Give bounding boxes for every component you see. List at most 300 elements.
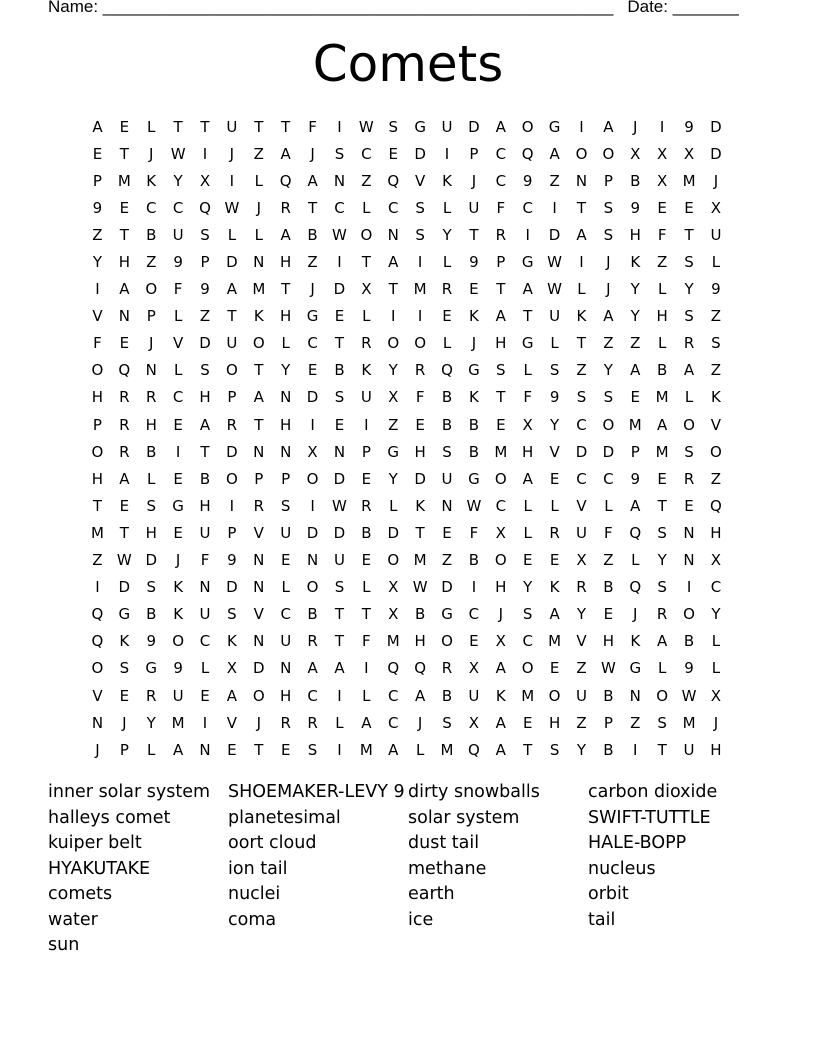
grid-letter[interactable]: I bbox=[417, 307, 423, 326]
grid-letter[interactable]: E bbox=[173, 523, 183, 542]
grid-letter[interactable]: C bbox=[172, 198, 184, 217]
grid-letter[interactable]: L bbox=[604, 496, 613, 515]
grid-letter[interactable]: G bbox=[306, 307, 319, 326]
grid-letter[interactable]: A bbox=[415, 686, 426, 705]
grid-letter[interactable]: T bbox=[496, 280, 506, 299]
grid-letter[interactable]: Y bbox=[657, 551, 667, 570]
grid-letter[interactable]: E bbox=[334, 415, 345, 434]
grid-letter[interactable]: X bbox=[710, 198, 722, 217]
grid-letter[interactable]: N bbox=[333, 442, 346, 461]
grid-letter[interactable]: Y bbox=[603, 361, 613, 380]
grid-letter[interactable]: 9 bbox=[630, 469, 641, 488]
grid-letter[interactable]: B bbox=[146, 442, 157, 461]
grid-letter[interactable]: O bbox=[387, 551, 400, 570]
grid-letter[interactable]: C bbox=[495, 171, 507, 190]
grid-letter[interactable]: R bbox=[280, 713, 291, 732]
grid-letter[interactable]: O bbox=[521, 659, 534, 678]
grid-letter[interactable]: D bbox=[441, 578, 453, 597]
grid-letter[interactable]: J bbox=[310, 144, 315, 163]
grid-letter[interactable]: H bbox=[629, 225, 641, 244]
grid-letter[interactable]: F bbox=[657, 225, 667, 244]
grid-letter[interactable]: E bbox=[496, 415, 506, 434]
grid-letter[interactable]: N bbox=[280, 388, 292, 407]
grid-letter[interactable]: X bbox=[199, 171, 211, 190]
grid-letter[interactable]: T bbox=[334, 632, 345, 651]
grid-letter[interactable]: L bbox=[657, 659, 667, 678]
grid-letter[interactable]: U bbox=[549, 307, 561, 326]
grid-letter[interactable]: B bbox=[361, 523, 372, 542]
grid-letter[interactable]: Z bbox=[630, 713, 641, 732]
grid-letter[interactable]: A bbox=[334, 659, 345, 678]
grid-letter[interactable]: M bbox=[413, 280, 427, 299]
grid-letter[interactable]: E bbox=[334, 307, 345, 326]
grid-letter[interactable]: H bbox=[656, 307, 668, 326]
grid-letter[interactable]: J bbox=[229, 144, 235, 163]
grid-letter[interactable]: N bbox=[333, 171, 346, 190]
grid-letter[interactable]: D bbox=[226, 253, 238, 272]
grid-letter[interactable]: O bbox=[441, 632, 453, 651]
grid-letter[interactable]: L bbox=[657, 280, 667, 299]
grid-letter[interactable]: E bbox=[522, 551, 533, 570]
grid-letter[interactable]: S bbox=[388, 117, 398, 136]
grid-letter[interactable]: A bbox=[253, 388, 264, 407]
grid-letter[interactable]: O bbox=[602, 415, 615, 434]
grid-letter[interactable]: K bbox=[468, 307, 479, 326]
grid-letter[interactable]: H bbox=[414, 632, 426, 651]
grid-letter[interactable]: N bbox=[253, 551, 265, 570]
grid-letter[interactable]: F bbox=[200, 551, 210, 570]
grid-letter[interactable]: 9 bbox=[630, 198, 641, 217]
grid-letter[interactable]: L bbox=[684, 388, 694, 407]
grid-letter[interactable]: T bbox=[361, 605, 371, 624]
grid-letter[interactable]: X bbox=[657, 144, 668, 163]
grid-letter[interactable]: H bbox=[280, 253, 292, 272]
grid-letter[interactable]: U bbox=[441, 469, 453, 488]
grid-letter[interactable]: M bbox=[171, 713, 185, 732]
grid-letter[interactable]: T bbox=[576, 198, 587, 217]
grid-letter[interactable]: A bbox=[172, 740, 184, 759]
grid-letter[interactable]: Z bbox=[361, 171, 372, 190]
grid-letter[interactable]: K bbox=[361, 361, 372, 380]
grid-letter[interactable]: J bbox=[256, 198, 261, 217]
grid-letter[interactable]: T bbox=[684, 225, 694, 244]
grid-letter[interactable]: V bbox=[172, 334, 184, 353]
grid-letter[interactable]: G bbox=[387, 442, 400, 461]
grid-letter[interactable]: H bbox=[522, 442, 534, 461]
grid-letter[interactable]: L bbox=[254, 225, 263, 244]
grid-letter[interactable]: O bbox=[602, 144, 615, 163]
grid-letter[interactable]: R bbox=[414, 361, 426, 380]
grid-letter[interactable]: E bbox=[603, 605, 614, 624]
grid-letter[interactable]: S bbox=[576, 388, 587, 407]
grid-letter[interactable]: R bbox=[253, 496, 264, 515]
grid-letter[interactable]: R bbox=[441, 659, 453, 678]
grid-letter[interactable]: L bbox=[200, 659, 210, 678]
grid-letter[interactable]: G bbox=[468, 469, 480, 488]
grid-letter[interactable]: C bbox=[388, 713, 399, 732]
grid-letter[interactable]: Y bbox=[173, 171, 183, 190]
grid-letter[interactable]: B bbox=[146, 605, 157, 624]
grid-letter[interactable]: S bbox=[227, 605, 237, 624]
grid-letter[interactable]: X bbox=[361, 280, 372, 299]
grid-letter[interactable]: X bbox=[522, 415, 533, 434]
grid-letter[interactable]: O bbox=[145, 280, 158, 299]
grid-letter[interactable]: I bbox=[310, 415, 315, 434]
grid-letter[interactable]: Y bbox=[630, 280, 640, 299]
grid-letter[interactable]: Q bbox=[91, 605, 104, 624]
grid-letter[interactable]: M bbox=[252, 280, 266, 299]
grid-letter[interactable]: T bbox=[415, 523, 425, 542]
grid-letter[interactable]: P bbox=[146, 307, 156, 326]
grid-letter[interactable]: E bbox=[361, 551, 372, 570]
grid-letter[interactable]: 9 bbox=[522, 171, 533, 190]
grid-letter[interactable]: T bbox=[254, 361, 264, 380]
grid-letter[interactable]: D bbox=[199, 334, 211, 353]
grid-letter[interactable]: M bbox=[682, 171, 696, 190]
grid-letter[interactable]: T bbox=[227, 307, 237, 326]
grid-letter[interactable]: U bbox=[441, 117, 453, 136]
grid-letter[interactable]: B bbox=[334, 361, 345, 380]
grid-letter[interactable]: X bbox=[710, 551, 722, 570]
grid-letter[interactable]: F bbox=[523, 388, 533, 407]
grid-letter[interactable]: K bbox=[630, 253, 641, 272]
grid-letter[interactable]: N bbox=[253, 442, 265, 461]
grid-letter[interactable]: Y bbox=[146, 713, 156, 732]
grid-letter[interactable]: J bbox=[122, 713, 127, 732]
grid-letter[interactable]: E bbox=[119, 117, 130, 136]
grid-letter[interactable]: T bbox=[496, 388, 506, 407]
grid-letter[interactable]: C bbox=[576, 415, 587, 434]
grid-letter[interactable]: Z bbox=[388, 415, 399, 434]
grid-letter[interactable]: D bbox=[306, 523, 319, 542]
grid-letter[interactable]: T bbox=[657, 740, 667, 759]
grid-letter[interactable]: X bbox=[657, 171, 668, 190]
grid-letter[interactable]: O bbox=[521, 117, 534, 136]
grid-letter[interactable]: X bbox=[307, 442, 318, 461]
grid-letter[interactable]: T bbox=[254, 740, 264, 759]
grid-letter[interactable]: W bbox=[332, 225, 347, 244]
grid-letter[interactable]: M bbox=[682, 713, 696, 732]
grid-letter[interactable]: U bbox=[280, 632, 292, 651]
grid-letter[interactable]: Y bbox=[576, 740, 587, 759]
grid-letter[interactable]: L bbox=[281, 578, 290, 597]
grid-letter[interactable]: N bbox=[199, 740, 211, 759]
grid-letter[interactable]: U bbox=[172, 225, 184, 244]
grid-letter[interactable]: A bbox=[495, 713, 506, 732]
grid-letter[interactable]: E bbox=[415, 415, 425, 434]
grid-letter[interactable]: W bbox=[412, 578, 428, 597]
grid-letter[interactable]: X bbox=[710, 686, 722, 705]
grid-letter[interactable]: T bbox=[119, 523, 129, 542]
grid-letter[interactable]: Q bbox=[629, 523, 642, 542]
grid-letter[interactable]: T bbox=[281, 280, 291, 299]
grid-letter[interactable]: 9 bbox=[173, 659, 183, 678]
grid-letter[interactable]: X bbox=[495, 632, 506, 651]
grid-letter[interactable]: K bbox=[549, 578, 560, 597]
grid-letter[interactable]: S bbox=[415, 198, 425, 217]
grid-letter[interactable]: O bbox=[306, 578, 319, 597]
grid-letter[interactable]: E bbox=[307, 361, 318, 380]
grid-letter[interactable]: H bbox=[495, 578, 507, 597]
grid-letter[interactable]: I bbox=[95, 578, 100, 597]
grid-letter[interactable]: C bbox=[388, 686, 399, 705]
grid-letter[interactable]: S bbox=[442, 442, 452, 461]
grid-letter[interactable]: B bbox=[603, 686, 614, 705]
grid-letter[interactable]: Z bbox=[710, 307, 722, 326]
grid-letter[interactable]: T bbox=[254, 415, 264, 434]
grid-letter[interactable]: L bbox=[442, 253, 452, 272]
grid-letter[interactable]: A bbox=[388, 253, 399, 272]
grid-letter[interactable]: A bbox=[549, 605, 560, 624]
grid-letter[interactable]: B bbox=[468, 442, 480, 461]
grid-letter[interactable]: N bbox=[199, 578, 211, 597]
grid-letter[interactable]: H bbox=[280, 307, 292, 326]
grid-letter[interactable]: I bbox=[202, 713, 208, 732]
grid-letter[interactable]: G bbox=[441, 605, 453, 624]
grid-letter[interactable]: I bbox=[444, 144, 450, 163]
grid-letter[interactable]: Z bbox=[576, 659, 587, 678]
grid-letter[interactable]: Z bbox=[576, 713, 587, 732]
grid-letter[interactable]: B bbox=[441, 686, 453, 705]
grid-letter[interactable]: R bbox=[683, 334, 695, 353]
grid-letter[interactable]: G bbox=[414, 117, 426, 136]
grid-letter[interactable]: P bbox=[361, 442, 371, 461]
grid-letter[interactable]: U bbox=[468, 198, 480, 217]
grid-letter[interactable]: O bbox=[414, 334, 427, 353]
grid-letter[interactable]: B bbox=[683, 632, 695, 651]
grid-letter[interactable]: Y bbox=[92, 253, 103, 272]
grid-letter[interactable]: H bbox=[118, 253, 130, 272]
grid-letter[interactable]: Y bbox=[550, 415, 560, 434]
grid-letter[interactable]: O bbox=[710, 442, 722, 461]
grid-letter[interactable]: M bbox=[359, 740, 373, 759]
grid-letter[interactable]: J bbox=[417, 713, 423, 732]
grid-letter[interactable]: Q bbox=[710, 496, 722, 515]
grid-letter[interactable]: 9 bbox=[146, 632, 156, 651]
grid-letter[interactable]: Z bbox=[630, 334, 641, 353]
grid-letter[interactable]: Q bbox=[414, 659, 427, 678]
grid-letter[interactable]: R bbox=[576, 578, 587, 597]
grid-letter[interactable]: R bbox=[119, 442, 130, 461]
grid-letter[interactable]: W bbox=[466, 496, 482, 515]
grid-letter[interactable]: P bbox=[92, 171, 102, 190]
grid-letter[interactable]: L bbox=[415, 740, 425, 759]
grid-letter[interactable]: O bbox=[91, 442, 104, 461]
grid-letter[interactable]: O bbox=[683, 415, 695, 434]
grid-letter[interactable]: I bbox=[633, 740, 638, 759]
grid-letter[interactable]: V bbox=[92, 686, 103, 705]
grid-letter[interactable]: A bbox=[549, 144, 560, 163]
grid-letter[interactable]: H bbox=[280, 415, 292, 434]
grid-letter[interactable]: Z bbox=[253, 144, 264, 163]
grid-letter[interactable]: U bbox=[683, 740, 695, 759]
grid-letter[interactable]: G bbox=[629, 659, 642, 678]
date-field[interactable]: Date: _______ bbox=[627, 0, 739, 16]
grid-letter[interactable]: T bbox=[657, 496, 667, 515]
grid-letter[interactable]: Q bbox=[118, 361, 131, 380]
grid-letter[interactable]: 9 bbox=[684, 659, 694, 678]
grid-letter[interactable]: Y bbox=[630, 307, 640, 326]
grid-letter[interactable]: H bbox=[602, 632, 614, 651]
grid-letter[interactable]: S bbox=[549, 740, 560, 759]
grid-letter[interactable]: B bbox=[441, 415, 453, 434]
grid-letter[interactable]: A bbox=[361, 713, 372, 732]
grid-letter[interactable]: J bbox=[713, 713, 719, 732]
grid-letter[interactable]: A bbox=[495, 307, 506, 326]
grid-letter[interactable]: L bbox=[147, 117, 156, 136]
grid-letter[interactable]: S bbox=[657, 578, 667, 597]
grid-letter[interactable]: H bbox=[414, 442, 426, 461]
grid-letter[interactable]: S bbox=[334, 388, 345, 407]
grid-letter[interactable]: S bbox=[603, 198, 614, 217]
grid-letter[interactable]: L bbox=[523, 523, 532, 542]
grid-letter[interactable]: M bbox=[655, 388, 669, 407]
grid-letter[interactable]: C bbox=[522, 198, 533, 217]
grid-letter[interactable]: B bbox=[468, 551, 480, 570]
grid-letter[interactable]: W bbox=[681, 686, 697, 705]
grid-letter[interactable]: B bbox=[468, 415, 480, 434]
grid-letter[interactable]: E bbox=[388, 144, 398, 163]
grid-letter[interactable]: E bbox=[227, 740, 237, 759]
grid-letter[interactable]: O bbox=[172, 632, 185, 651]
grid-letter[interactable]: 9 bbox=[200, 280, 210, 299]
grid-letter[interactable]: D bbox=[253, 659, 265, 678]
grid-letter[interactable]: A bbox=[522, 280, 533, 299]
grid-letter[interactable]: A bbox=[119, 469, 130, 488]
name-field[interactable]: Name: ______________________________________________________ bbox=[48, 0, 614, 16]
grid-letter[interactable]: I bbox=[391, 307, 396, 326]
grid-letter[interactable]: C bbox=[334, 198, 345, 217]
grid-letter[interactable]: E bbox=[119, 334, 130, 353]
grid-letter[interactable]: S bbox=[684, 307, 694, 326]
grid-letter[interactable]: K bbox=[253, 307, 264, 326]
grid-letter[interactable]: L bbox=[442, 334, 452, 353]
grid-letter[interactable]: J bbox=[149, 334, 154, 353]
grid-letter[interactable]: L bbox=[389, 496, 398, 515]
grid-letter[interactable]: O bbox=[225, 469, 238, 488]
grid-letter[interactable]: P bbox=[254, 469, 264, 488]
grid-letter[interactable]: N bbox=[253, 632, 265, 651]
grid-letter[interactable]: A bbox=[92, 117, 103, 136]
grid-letter[interactable]: A bbox=[657, 415, 668, 434]
grid-letter[interactable]: N bbox=[387, 225, 399, 244]
grid-letter[interactable]: Y bbox=[684, 280, 694, 299]
grid-letter[interactable]: C bbox=[307, 686, 318, 705]
grid-letter[interactable]: C bbox=[495, 496, 507, 515]
grid-letter[interactable]: 9 bbox=[711, 280, 721, 299]
grid-letter[interactable]: Z bbox=[441, 551, 453, 570]
grid-letter[interactable]: Q bbox=[387, 171, 400, 190]
grid-letter[interactable]: T bbox=[388, 280, 398, 299]
grid-letter[interactable]: T bbox=[200, 442, 210, 461]
grid-letter[interactable]: S bbox=[334, 578, 345, 597]
grid-letter[interactable]: M bbox=[521, 686, 535, 705]
grid-letter[interactable]: M bbox=[386, 632, 400, 651]
grid-letter[interactable]: K bbox=[173, 578, 184, 597]
grid-letter[interactable]: N bbox=[280, 659, 292, 678]
grid-letter[interactable]: R bbox=[119, 415, 130, 434]
grid-letter[interactable]: P bbox=[630, 442, 640, 461]
grid-letter[interactable]: G bbox=[145, 659, 158, 678]
grid-letter[interactable]: I bbox=[525, 225, 530, 244]
grid-letter[interactable]: K bbox=[173, 605, 184, 624]
grid-letter[interactable]: W bbox=[224, 198, 240, 217]
grid-letter[interactable]: D bbox=[414, 144, 426, 163]
grid-letter[interactable]: S bbox=[657, 523, 667, 542]
grid-letter[interactable]: L bbox=[523, 361, 532, 380]
grid-letter[interactable]: C bbox=[145, 198, 157, 217]
grid-letter[interactable]: B bbox=[146, 225, 157, 244]
grid-letter[interactable]: U bbox=[333, 551, 345, 570]
grid-letter[interactable]: A bbox=[226, 280, 238, 299]
grid-letter[interactable]: X bbox=[388, 605, 399, 624]
grid-letter[interactable]: P bbox=[469, 144, 479, 163]
grid-letter[interactable]: P bbox=[92, 415, 102, 434]
grid-letter[interactable]: S bbox=[684, 442, 694, 461]
grid-letter[interactable]: X bbox=[226, 659, 238, 678]
grid-letter[interactable]: A bbox=[657, 632, 668, 651]
grid-letter[interactable]: R bbox=[683, 469, 695, 488]
grid-letter[interactable]: T bbox=[119, 144, 129, 163]
grid-letter[interactable]: G bbox=[521, 253, 534, 272]
grid-letter[interactable]: I bbox=[337, 740, 342, 759]
grid-letter[interactable]: T bbox=[307, 198, 318, 217]
grid-letter[interactable]: B bbox=[199, 469, 211, 488]
grid-letter[interactable]: N bbox=[441, 496, 453, 515]
grid-letter[interactable]: D bbox=[548, 225, 561, 244]
grid-letter[interactable]: O bbox=[91, 361, 104, 380]
grid-letter[interactable]: F bbox=[496, 198, 506, 217]
grid-letter[interactable]: T bbox=[523, 307, 533, 326]
grid-letter[interactable]: C bbox=[710, 578, 722, 597]
grid-letter[interactable]: S bbox=[200, 225, 210, 244]
grid-letter[interactable]: I bbox=[364, 415, 369, 434]
grid-letter[interactable]: E bbox=[469, 280, 479, 299]
grid-letter[interactable]: V bbox=[576, 496, 587, 515]
grid-letter[interactable]: D bbox=[387, 523, 400, 542]
grid-letter[interactable]: W bbox=[332, 496, 347, 515]
grid-letter[interactable]: B bbox=[441, 388, 453, 407]
grid-letter[interactable]: X bbox=[495, 523, 506, 542]
grid-letter[interactable]: A bbox=[495, 740, 506, 759]
grid-letter[interactable]: I bbox=[229, 496, 235, 515]
grid-letter[interactable]: I bbox=[95, 280, 100, 299]
grid-letter[interactable]: P bbox=[603, 171, 613, 190]
grid-letter[interactable]: L bbox=[173, 361, 183, 380]
grid-letter[interactable]: A bbox=[280, 144, 291, 163]
grid-letter[interactable]: E bbox=[361, 469, 372, 488]
grid-letter[interactable]: M bbox=[90, 523, 104, 542]
grid-letter[interactable]: T bbox=[576, 334, 587, 353]
grid-letter[interactable]: S bbox=[711, 334, 721, 353]
grid-letter[interactable]: F bbox=[173, 280, 183, 299]
grid-letter[interactable]: M bbox=[413, 551, 427, 570]
grid-letter[interactable]: M bbox=[628, 415, 642, 434]
grid-letter[interactable]: R bbox=[146, 388, 157, 407]
grid-letter[interactable]: U bbox=[280, 523, 292, 542]
grid-letter[interactable]: Y bbox=[388, 361, 398, 380]
grid-letter[interactable]: E bbox=[522, 713, 533, 732]
grid-letter[interactable]: U bbox=[199, 523, 211, 542]
grid-letter[interactable]: I bbox=[202, 144, 208, 163]
grid-letter[interactable]: O bbox=[494, 469, 507, 488]
grid-letter[interactable]: N bbox=[280, 442, 292, 461]
grid-letter[interactable]: P bbox=[227, 523, 237, 542]
grid-letter[interactable]: L bbox=[523, 496, 532, 515]
grid-letter[interactable]: R bbox=[361, 334, 372, 353]
grid-letter[interactable]: M bbox=[494, 442, 508, 461]
grid-letter[interactable]: E bbox=[684, 496, 694, 515]
